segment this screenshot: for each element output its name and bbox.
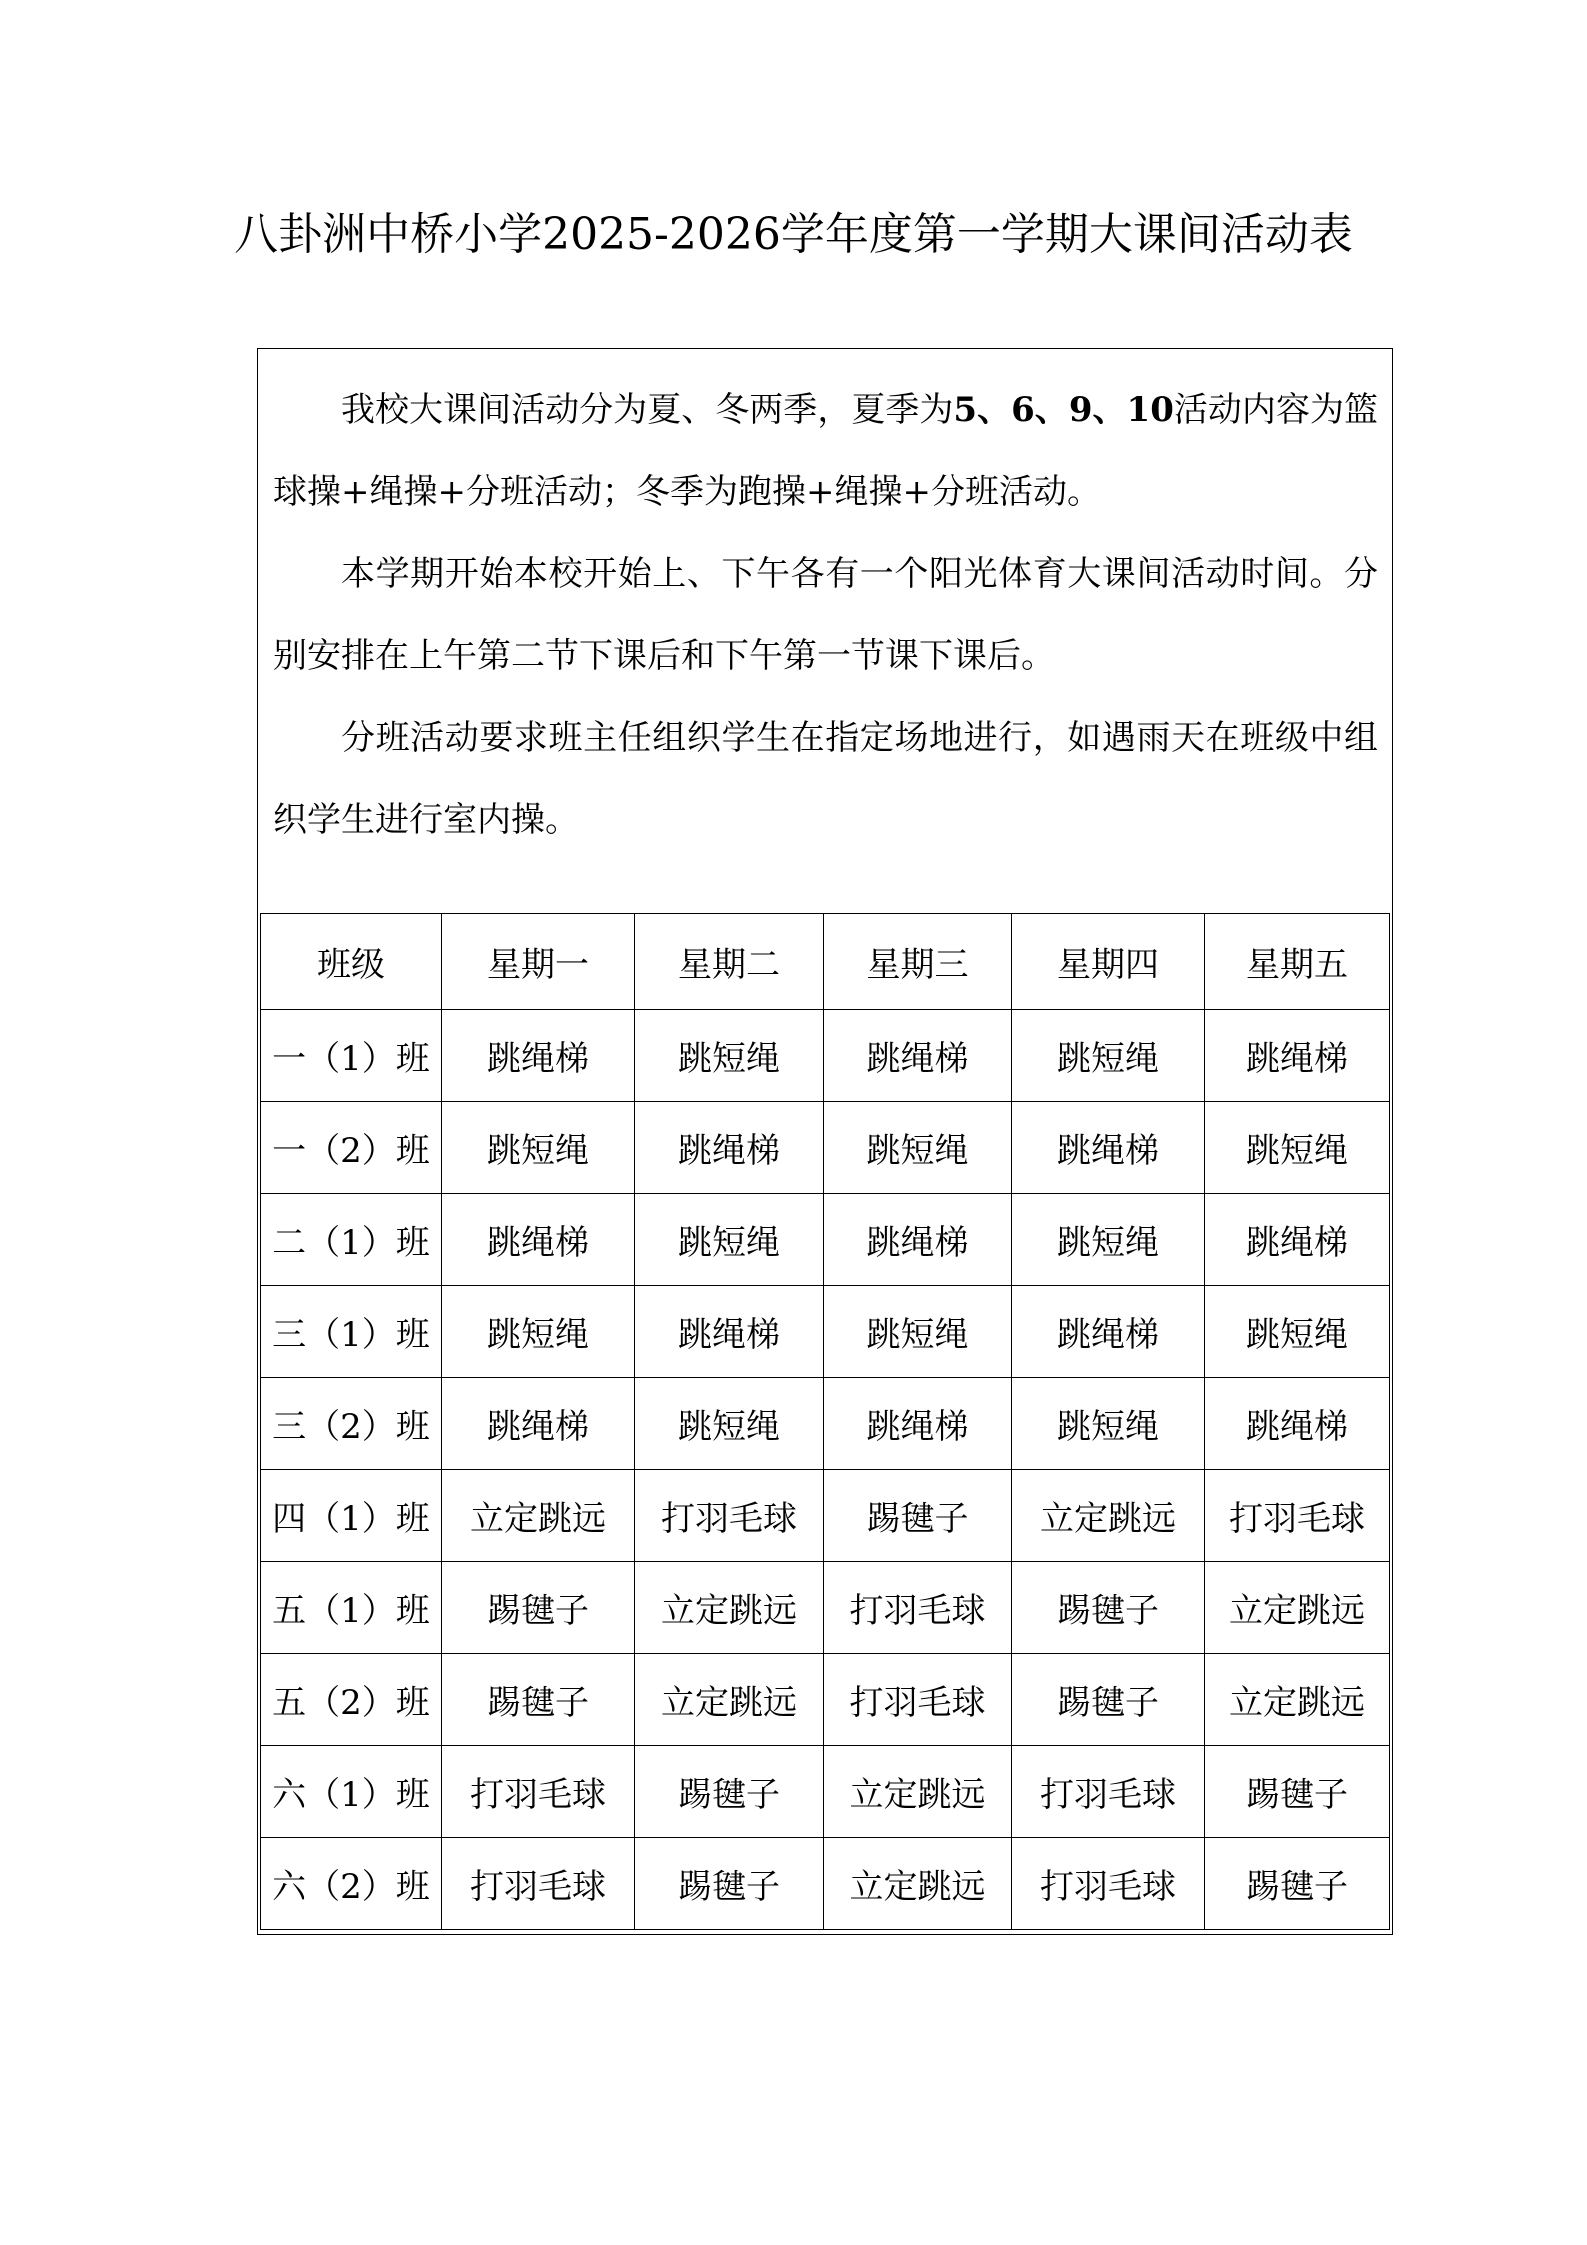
tuesday-cell: 跳短绳 (635, 1010, 824, 1102)
wednesday-cell: 跳短绳 (824, 1102, 1012, 1194)
class-name-cell: 一（2）班 (261, 1102, 442, 1194)
monday-cell: 立定跳远 (442, 1470, 635, 1562)
friday-cell: 打羽毛球 (1205, 1470, 1390, 1562)
thursday-cell: 打羽毛球 (1012, 1746, 1205, 1838)
wednesday-cell: 跳绳梯 (824, 1010, 1012, 1102)
thursday-cell: 踢毽子 (1012, 1654, 1205, 1746)
tuesday-cell: 打羽毛球 (635, 1470, 824, 1562)
wednesday-cell: 立定跳远 (824, 1746, 1012, 1838)
friday-cell: 立定跳远 (1205, 1654, 1390, 1746)
wednesday-cell: 踢毽子 (824, 1470, 1012, 1562)
intro-paragraph-3: 分班活动要求班主任组织学生在指定场地进行，如遇雨天在班级中组织学生进行室内操。 (273, 718, 1378, 840)
thursday-cell: 踢毽子 (1012, 1562, 1205, 1654)
class-name-cell: 五（1）班 (261, 1562, 442, 1654)
monday-cell: 跳绳梯 (442, 1378, 635, 1470)
header-wednesday: 星期三 (824, 914, 1012, 1010)
header-tuesday: 星期二 (635, 914, 824, 1010)
friday-cell: 立定跳远 (1205, 1562, 1390, 1654)
table-row (261, 1654, 1390, 1746)
header-thursday: 星期四 (1012, 914, 1205, 1010)
table-header-row (261, 914, 1390, 1010)
class-name-cell: 三（2）班 (261, 1378, 442, 1470)
class-name-cell: 六（1）班 (261, 1746, 442, 1838)
intro-paragraph-1 (273, 369, 1378, 533)
friday-cell: 踢毽子 (1205, 1746, 1390, 1838)
class-name-cell: 六（2）班 (261, 1838, 442, 1930)
tuesday-cell: 跳绳梯 (635, 1102, 824, 1194)
thursday-cell: 跳绳梯 (1012, 1286, 1205, 1378)
schedule-frame (257, 348, 1393, 1935)
header-class: 班级 (261, 914, 442, 1010)
tuesday-cell: 踢毽子 (635, 1746, 824, 1838)
class-name-cell: 三（1）班 (261, 1286, 442, 1378)
thursday-cell: 跳短绳 (1012, 1194, 1205, 1286)
friday-cell: 跳绳梯 (1205, 1010, 1390, 1102)
table-row (261, 1286, 1390, 1378)
table-row (261, 1010, 1390, 1102)
table-row (261, 1562, 1390, 1654)
intro-p1-part-b: 活动内容为篮球操+绳操+分班活动；冬季为跑操+绳操+分班活动。 (273, 390, 1378, 512)
document-title: 八卦洲中桥小学2025-2026学年度第一学期大课间活动表 (234, 209, 1353, 260)
monday-cell: 跳绳梯 (442, 1010, 635, 1102)
monday-cell: 跳短绳 (442, 1102, 635, 1194)
wednesday-cell: 立定跳远 (824, 1838, 1012, 1930)
tuesday-cell: 跳短绳 (635, 1378, 824, 1470)
table-body (261, 1010, 1390, 1930)
table-row (261, 1470, 1390, 1562)
wednesday-cell: 跳短绳 (824, 1286, 1012, 1378)
friday-cell: 踢毽子 (1205, 1838, 1390, 1930)
table-row (261, 1838, 1390, 1930)
class-name-cell: 四（1）班 (261, 1470, 442, 1562)
class-name-cell: 二（1）班 (261, 1194, 442, 1286)
header-friday: 星期五 (1205, 914, 1390, 1010)
tuesday-cell: 跳绳梯 (635, 1286, 824, 1378)
thursday-cell: 立定跳远 (1012, 1470, 1205, 1562)
tuesday-cell: 立定跳远 (635, 1562, 824, 1654)
thursday-cell: 跳绳梯 (1012, 1102, 1205, 1194)
friday-cell: 跳绳梯 (1205, 1194, 1390, 1286)
class-name-cell: 五（2）班 (261, 1654, 442, 1746)
monday-cell: 打羽毛球 (442, 1746, 635, 1838)
thursday-cell: 跳短绳 (1012, 1378, 1205, 1470)
monday-cell: 打羽毛球 (442, 1838, 635, 1930)
friday-cell: 跳绳梯 (1205, 1378, 1390, 1470)
class-name-cell: 一（1）班 (261, 1010, 442, 1102)
table-row (261, 1102, 1390, 1194)
intro-paragraph-2: 本学期开始本校开始上、下午各有一个阳光体育大课间活动时间。分别安排在上午第二节下课后和下午第一节课下课后。 (273, 554, 1378, 676)
monday-cell: 踢毽子 (442, 1562, 635, 1654)
table-row (261, 1194, 1390, 1286)
friday-cell: 跳短绳 (1205, 1102, 1390, 1194)
table-row (261, 1378, 1390, 1470)
header-monday: 星期一 (442, 914, 635, 1010)
tuesday-cell: 立定跳远 (635, 1654, 824, 1746)
wednesday-cell: 跳绳梯 (824, 1194, 1012, 1286)
monday-cell: 跳绳梯 (442, 1194, 635, 1286)
friday-cell: 跳短绳 (1205, 1286, 1390, 1378)
activity-schedule-table (260, 913, 1390, 1930)
monday-cell: 跳短绳 (442, 1286, 635, 1378)
wednesday-cell: 跳绳梯 (824, 1378, 1012, 1470)
wednesday-cell: 打羽毛球 (824, 1562, 1012, 1654)
table-row (261, 1746, 1390, 1838)
intro-text (273, 369, 1378, 861)
tuesday-cell: 跳短绳 (635, 1194, 824, 1286)
tuesday-cell: 踢毽子 (635, 1838, 824, 1930)
thursday-cell: 跳短绳 (1012, 1010, 1205, 1102)
summer-months: 5、6、9、10 (953, 390, 1174, 430)
thursday-cell: 打羽毛球 (1012, 1838, 1205, 1930)
wednesday-cell: 打羽毛球 (824, 1654, 1012, 1746)
monday-cell: 踢毽子 (442, 1654, 635, 1746)
intro-p1-part-a: 我校大课间活动分为夏、冬两季，夏季为 (341, 390, 954, 430)
